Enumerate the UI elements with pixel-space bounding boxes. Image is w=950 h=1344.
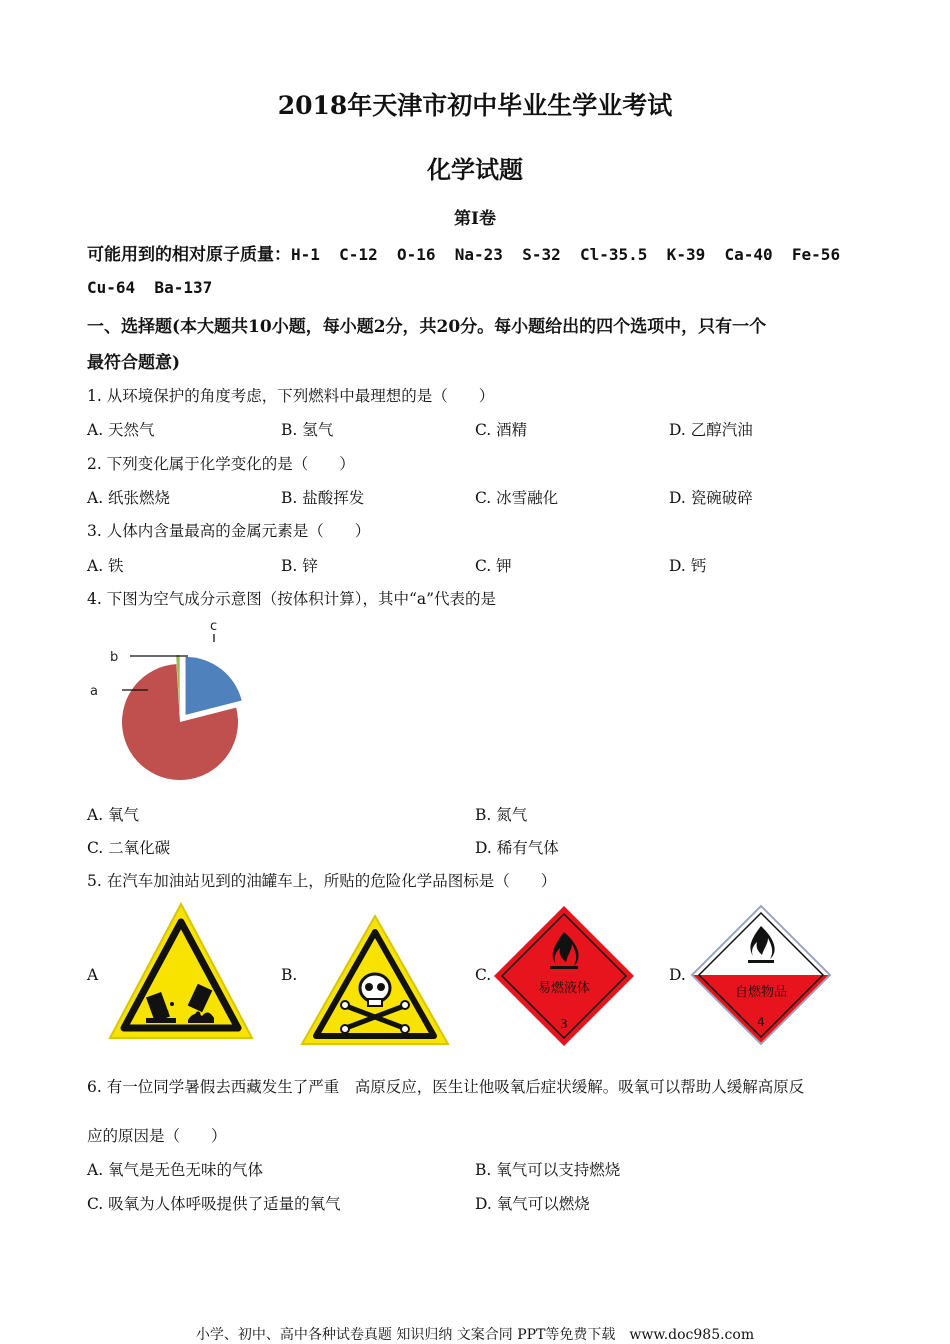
question-1-option-d: D. 乙醇汽油 — [669, 421, 753, 439]
question-3-option-d: D. 钙 — [669, 557, 707, 575]
question-4-option-b: B. 氮气 — [475, 806, 528, 824]
question-5-option-c: C. — [475, 966, 492, 984]
question-3-option-c: C. 钾 — [475, 557, 512, 575]
question-1-option-c: C. 酒精 — [475, 421, 528, 439]
hazard-sign-flammable-liquid — [492, 904, 636, 1048]
hazard-sign-d-number: 4 — [757, 1015, 765, 1029]
hazard-sign-toxic — [300, 914, 450, 1046]
question-2-option-d: D. 瓷碗破碎 — [669, 489, 753, 507]
page-footer: 小学、初中、高中各种试卷真题 知识归纳 文案合同 PPT等免费下载 www.doc985.com — [195, 1327, 755, 1343]
atomic-masses-line2: Cu-64 Ba-137 — [87, 278, 213, 297]
question-6-option-a: A. 氧气是无色无味的气体 — [87, 1161, 264, 1179]
question-1-option-a: A. 天然气 — [87, 421, 155, 439]
hazard-sign-c-label: 易燃液体 — [537, 981, 591, 996]
hazard-sign-c-number: 3 — [560, 1017, 568, 1031]
question-2-option-c: C. 冰雪融化 — [475, 489, 559, 507]
pie-label-b: b — [110, 650, 119, 665]
subject-title: 化学试题 — [427, 155, 523, 184]
question-3-option-a: A. 铁 — [87, 557, 124, 575]
hazard-sign-corrosive — [106, 900, 256, 1042]
question-5-option-a: A — [87, 966, 99, 984]
atomic-masses-label: 可能用到的相对原子质量： — [87, 245, 291, 265]
hazard-sign-spontaneous-combustion — [690, 904, 832, 1046]
question-4-option-a: A. 氧气 — [87, 806, 140, 824]
section-heading-line2: 最符合题意) — [87, 353, 181, 373]
pie-label-a: a — [90, 684, 98, 699]
pie-label-c: c — [210, 619, 218, 634]
atomic-masses-line1 — [87, 240, 840, 265]
hazard-sign-d-label: 自燃物品 — [734, 985, 788, 1000]
volume-title: 第Ⅰ卷 — [454, 209, 496, 229]
question-6-option-d: D. 氧气可以燃烧 — [475, 1195, 590, 1213]
question-2-stem: 2. 下列变化属于化学变化的是（ ） — [87, 455, 355, 473]
question-5-option-d: D. — [669, 966, 686, 984]
question-6-stem-line1: 6. 有一位同学暑假去西藏发生了严重 高原反应，医生让他吸氧后症状缓解。吸氧可以帮助人缓解高原反 — [87, 1078, 805, 1096]
atomic-masses-values: H-1 C-12 O-16 Na-23 S-32 Cl-35.5 K-39 Ca-40 Fe-56 — [291, 245, 841, 264]
question-2-option-b: B. 盐酸挥发 — [281, 489, 365, 507]
exam-title: 2018年天津市初中毕业生学业考试 — [277, 91, 673, 120]
question-2-option-a: A. 纸张燃烧 — [87, 489, 171, 507]
air-composition-pie-chart — [84, 612, 264, 792]
question-1-option-b: B. 氢气 — [281, 421, 334, 439]
section-heading-line1: 一、选择题(本大题共10小题，每小题2分，共20分。每小题给出的四个选项中，只有一个 — [87, 317, 767, 337]
question-6-stem-line2: 应的原因是（ ） — [87, 1127, 227, 1145]
question-4-stem: 4. 下图为空气成分示意图（按体积计算），其中“a”代表的是 — [87, 590, 497, 608]
question-1-stem: 1. 从环境保护的角度考虑，下列燃料中最理想的是（ ） — [87, 387, 495, 405]
question-6-option-b: B. 氧气可以支持燃烧 — [475, 1161, 621, 1179]
question-6-option-c: C. 吸氧为人体呼吸提供了适量的氧气 — [87, 1195, 341, 1213]
question-3-stem: 3. 人体内含量最高的金属元素是（ ） — [87, 522, 371, 540]
question-5-stem: 5. 在汽车加油站见到的油罐车上，所贴的危险化学品图标是（ ） — [87, 872, 557, 890]
question-5-option-b: B. — [281, 966, 298, 984]
question-3-option-b: B. 锌 — [281, 557, 318, 575]
pie-slices — [122, 655, 242, 780]
question-4-option-d: D. 稀有气体 — [475, 839, 559, 857]
question-4-option-c: C. 二氧化碳 — [87, 839, 171, 857]
pie-slice-c — [186, 657, 242, 715]
